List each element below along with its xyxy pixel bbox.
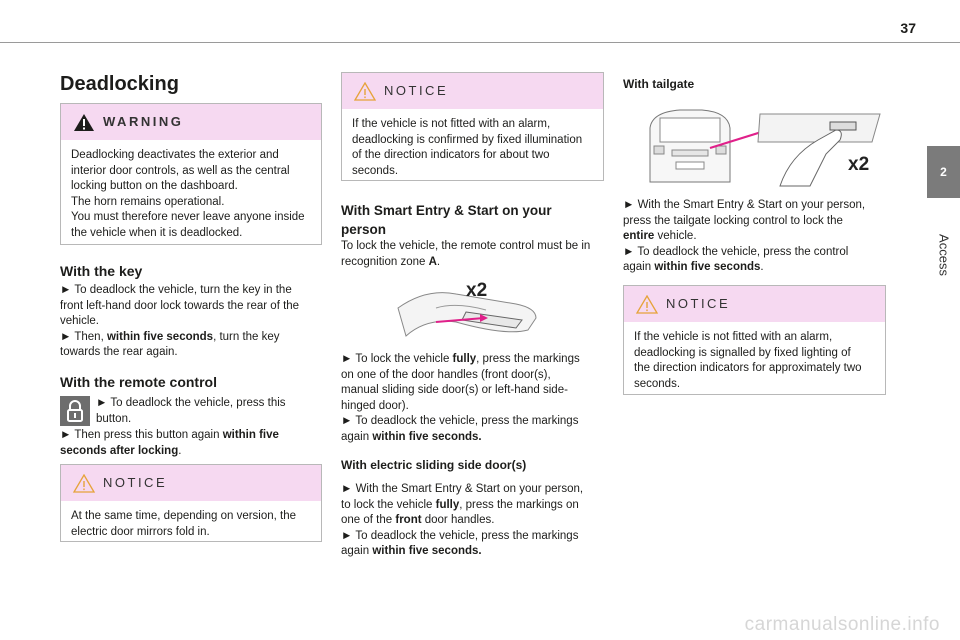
tailgate-text: ► With the Smart Entry & Start on your person, press the tailgate locking control to lock the entire vehicle. ► To deadlock the vehicle, press the control again within five seconds.	[623, 199, 866, 274]
warning-line: locking button on the dashboard.	[71, 180, 238, 193]
warning-line: Deadlocking deactivates the exterior and	[71, 149, 279, 161]
x2-label: x2	[466, 280, 488, 301]
warning-box	[60, 103, 322, 245]
warning-line: the vehicle when it is deadlocked.	[71, 226, 243, 239]
notice-line: of the direction indicators for about two	[352, 149, 550, 162]
notice-box-left	[60, 464, 322, 542]
notice-label: NOTICE	[666, 296, 731, 311]
chapter-label: Access	[936, 234, 952, 276]
smart-entry-intro: To lock the vehicle, the remote control must be in recognition zone A.	[341, 240, 591, 268]
lock-button-icon	[60, 396, 90, 426]
remote-text-b: ► Then press this button again within five seconds after locking.	[60, 429, 279, 457]
notice-line: At the same time, depending on version, the	[71, 510, 297, 522]
notice-icon	[73, 474, 95, 493]
notice-box-middle	[341, 72, 604, 181]
smart-entry-steps: ► To lock the vehicle fully, press the markings on one of the door handles (front door(s), manual sliding side door(s) or left-hand side- hinged door). ► To deadlock the vehicle, press the markings again within five seconds.	[341, 353, 580, 443]
warning-icon	[73, 113, 95, 132]
notice-box-right	[623, 285, 886, 395]
notice-icon	[636, 295, 658, 314]
notice-label: NOTICE	[384, 83, 449, 98]
notice-icon	[354, 82, 376, 101]
door-handle-illustration	[396, 278, 546, 344]
with-key-text: ► To deadlock the vehicle, turn the key in the front left-hand door lock towards the rear of the vehicle. ► Then, within five seconds, turn the key towards the rear again.	[60, 284, 300, 359]
warning-line: The horn remains operational.	[71, 195, 225, 208]
notice-line: seconds.	[634, 377, 681, 390]
tailgate-heading: With tailgate	[623, 77, 695, 91]
chapter-tab[interactable]: 2	[927, 146, 960, 198]
watermark: carmanualsonline.info	[744, 614, 940, 635]
notice-line: electric door mirrors fold in.	[71, 525, 210, 538]
electric-door-heading: With electric sliding side door(s)	[341, 458, 527, 472]
warning-line: You must therefore never leave anyone inside	[71, 211, 305, 224]
page-number: 37	[900, 20, 916, 36]
header-rule	[0, 42, 960, 43]
notice-line: If the vehicle is not fitted with an alarm,	[352, 118, 551, 130]
electric-door-text: ► With the Smart Entry & Start on your person, to lock the vehicle fully, press the markings on one of the front door handles. ► To deadlock the vehicle, press the markings again within five seconds.	[341, 483, 584, 558]
notice-line: deadlocking is signalled by fixed lighting of	[634, 346, 851, 359]
notice-line: the direction indicators for approximately two	[634, 362, 862, 375]
x2-label: x2	[848, 154, 870, 175]
page-title: Deadlocking	[60, 73, 179, 95]
notice-line: seconds.	[352, 164, 399, 177]
remote-text-a: ► To deadlock the vehicle, press this button.	[96, 397, 286, 425]
notice-line: If the vehicle is not fitted with an alarm,	[634, 331, 833, 343]
smart-entry-heading: With Smart Entry & Start on your person	[341, 203, 552, 237]
tailgate-illustration	[640, 106, 890, 190]
notice-line: deadlocking is confirmed by fixed illumination	[352, 133, 583, 146]
remote-heading: With the remote control	[60, 374, 217, 390]
warning-label: WARNING	[103, 114, 184, 129]
warning-line: interior door controls, as well as the central	[71, 164, 290, 177]
with-key-heading: With the key	[60, 263, 143, 279]
notice-label: NOTICE	[103, 475, 168, 490]
